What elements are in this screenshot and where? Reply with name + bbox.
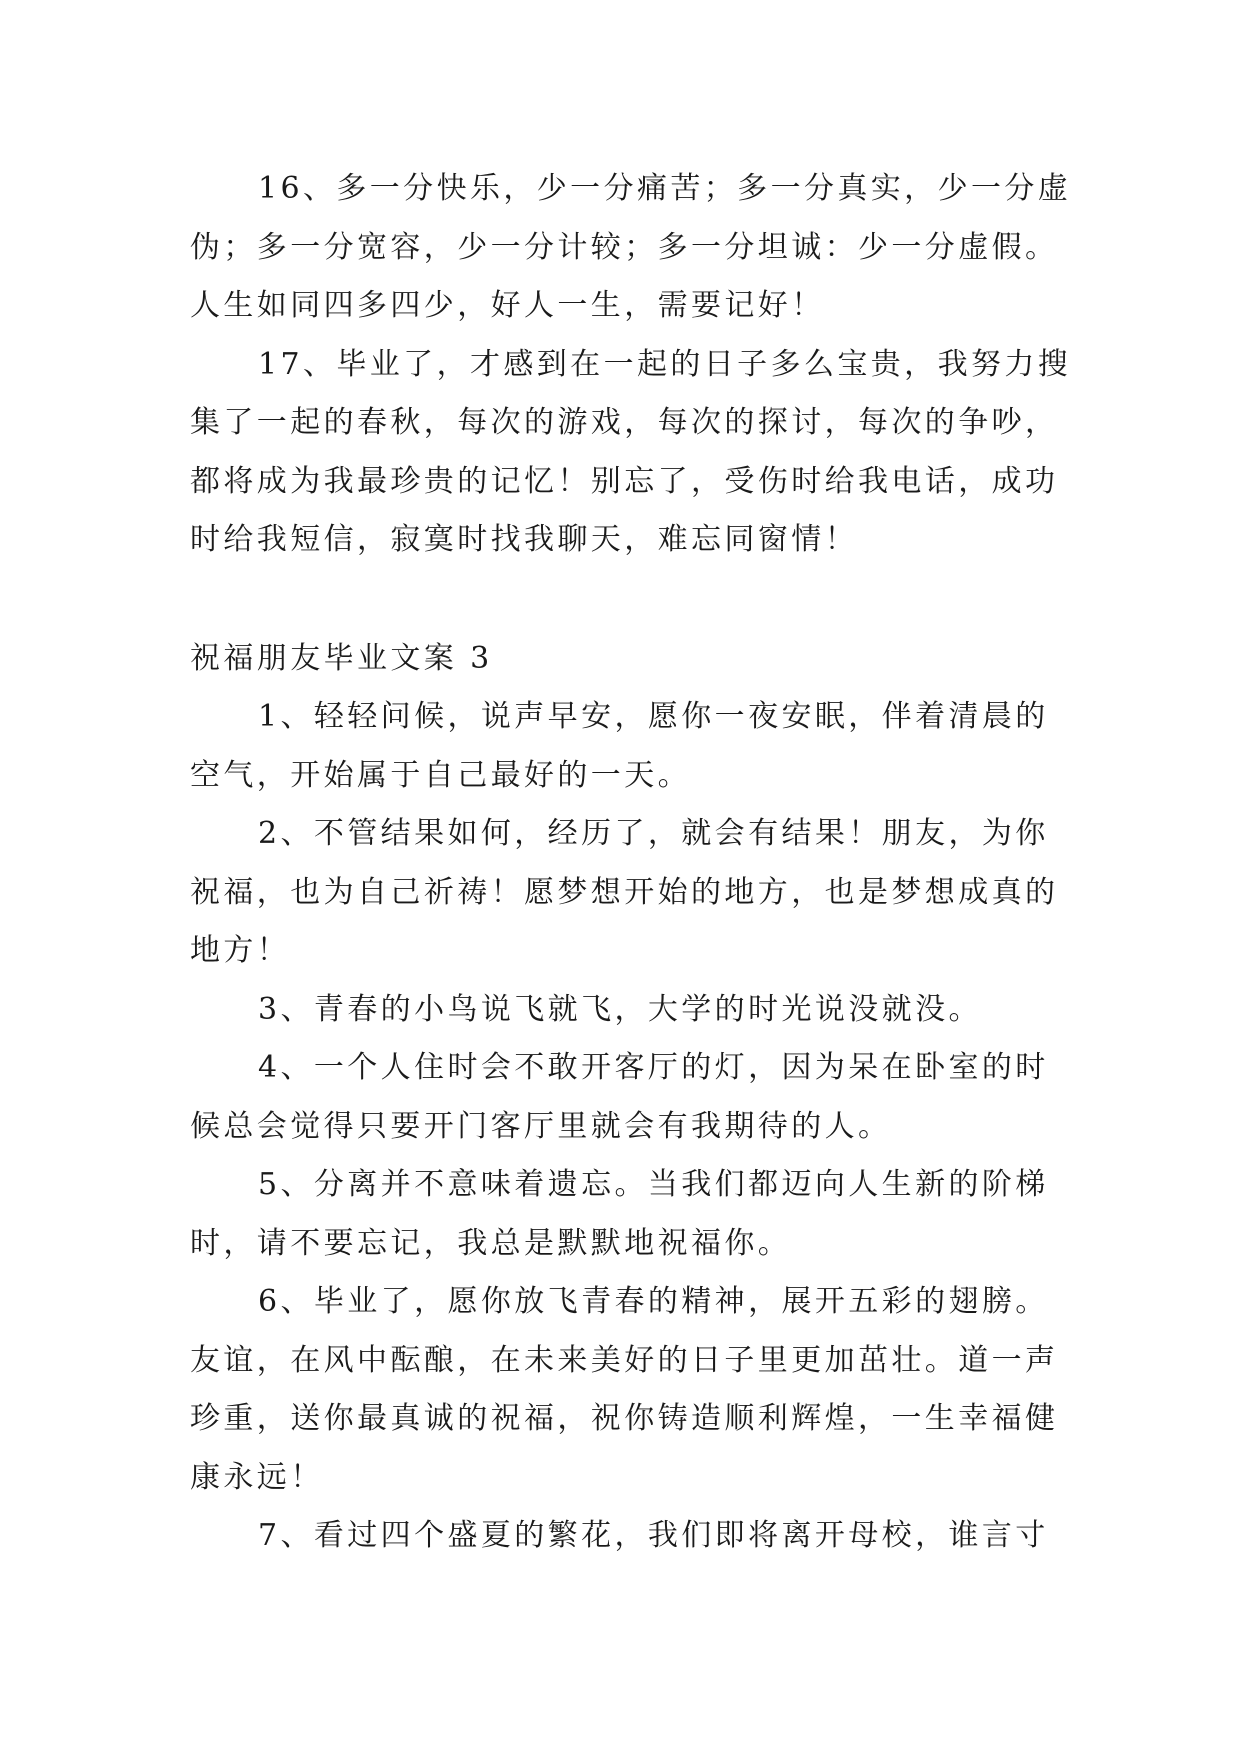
paragraph-7: [190, 1507, 1050, 1566]
paragraph-1: [190, 688, 1050, 805]
paragraph-line: 4、一个人住时会不敢开客厅的灯，因为呆在卧室的时: [258, 1050, 1049, 1085]
paragraph-line: 3、青春的小鸟说飞就飞，大学的时光说没就没。: [258, 991, 982, 1027]
paragraph-line: 16、多一分快乐，少一分痛苦；多一分真实，少一分虚: [258, 171, 1072, 206]
paragraph-line: 1、轻轻问候，说声早安，愿你一夜安眠，伴着清晨的: [258, 699, 1049, 734]
section-title: 祝福朋友毕业文案 3: [190, 640, 493, 676]
paragraph-6: [190, 1273, 1059, 1507]
paragraph-4: [190, 1039, 1050, 1156]
paragraph-line: 友谊，在风中酝酿，在未来美好的日子里更加茁壮。道一声: [190, 1342, 1059, 1378]
paragraph-line: 5、分离并不意味着遗忘。当我们都迈向人生新的阶梯: [258, 1167, 1049, 1202]
paragraph-line: 7、看过四个盛夏的繁花，我们即将离开母校，谁言寸: [258, 1518, 1049, 1553]
paragraph-line: 6、毕业了，愿你放飞青春的精神，展开五彩的翅膀。: [258, 1284, 1049, 1319]
paragraph-line: 祝福，也为自己祈祷！愿梦想开始的地方，也是梦想成真的: [190, 874, 1059, 910]
paragraph-line: 时给我短信，寂寞时找我聊天，难忘同窗情！: [190, 522, 858, 557]
paragraph-17: [190, 336, 1072, 570]
paragraph-line: 地方！: [190, 933, 291, 968]
paragraph-line: 人生如同四多四少，好人一生，需要记好！: [190, 288, 825, 323]
paragraph-line: 2、不管结果如何，经历了，就会有结果！朋友，为你: [258, 816, 1049, 851]
paragraph-line: 伪；多一分宽容，少一分计较；多一分坦诚：少一分虚假。: [190, 229, 1059, 265]
paragraph-line: 都将成为我最珍贵的记忆！别忘了，受伤时给我电话，成功: [190, 463, 1059, 499]
paragraph-line: 空气，开始属于自己最好的一天。: [190, 757, 691, 793]
paragraph-line: 康永远！: [190, 1459, 324, 1495]
paragraph-5: [190, 1156, 1050, 1273]
paragraph-line: 集了一起的春秋，每次的游戏，每次的探讨，每次的争吵，: [190, 405, 1059, 440]
paragraph-line: 17、毕业了，才感到在一起的日子多么宝贵，我努力搜: [258, 346, 1072, 382]
paragraph-3: [190, 981, 1050, 1040]
document-page: [190, 160, 1072, 1566]
paragraph-line: 时，请不要忘记，我总是默默地祝福你。: [190, 1225, 792, 1261]
paragraph-16: [190, 160, 1072, 336]
paragraph-2: [190, 805, 1059, 981]
paragraph-line: 候总会觉得只要开门客厅里就会有我期待的人。: [190, 1108, 892, 1144]
paragraph-line: 珍重，送你最真诚的祝福，祝你铸造顺利辉煌，一生幸福健: [190, 1401, 1059, 1436]
